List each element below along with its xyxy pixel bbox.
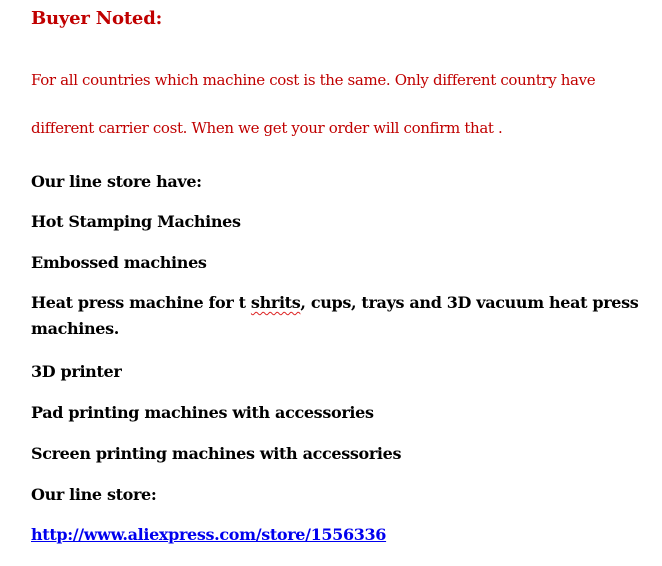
heat-press-text-end: , cups, trays and 3D vacuum heat press machines. <box>31 293 639 338</box>
buyer-noted-heading: Buyer Noted: <box>31 8 163 29</box>
misspelled-word: shrits <box>250 293 301 312</box>
product-pad-printing: Pad printing machines with accessories <box>31 403 374 422</box>
product-3d-printer: 3D printer <box>31 362 122 381</box>
product-embossed: Embossed machines <box>31 253 207 272</box>
store-label: Our line store: <box>31 485 157 504</box>
store-link[interactable]: http://www.aliexpress.com/store/1556336 <box>31 525 387 544</box>
notice-line-2: different carrier cost. When we get your order will confirm that . <box>31 119 503 137</box>
notice-line-1: For all countries which machine cost is the same. Only different country have <box>31 71 596 89</box>
product-hot-stamping: Hot Stamping Machines <box>31 212 241 231</box>
product-screen-printing: Screen printing machines with accessories <box>31 444 402 463</box>
store-intro: Our line store have: <box>31 172 202 191</box>
heat-press-text-start: Heat press machine for t <box>31 293 251 312</box>
product-heat-press <box>31 290 641 342</box>
